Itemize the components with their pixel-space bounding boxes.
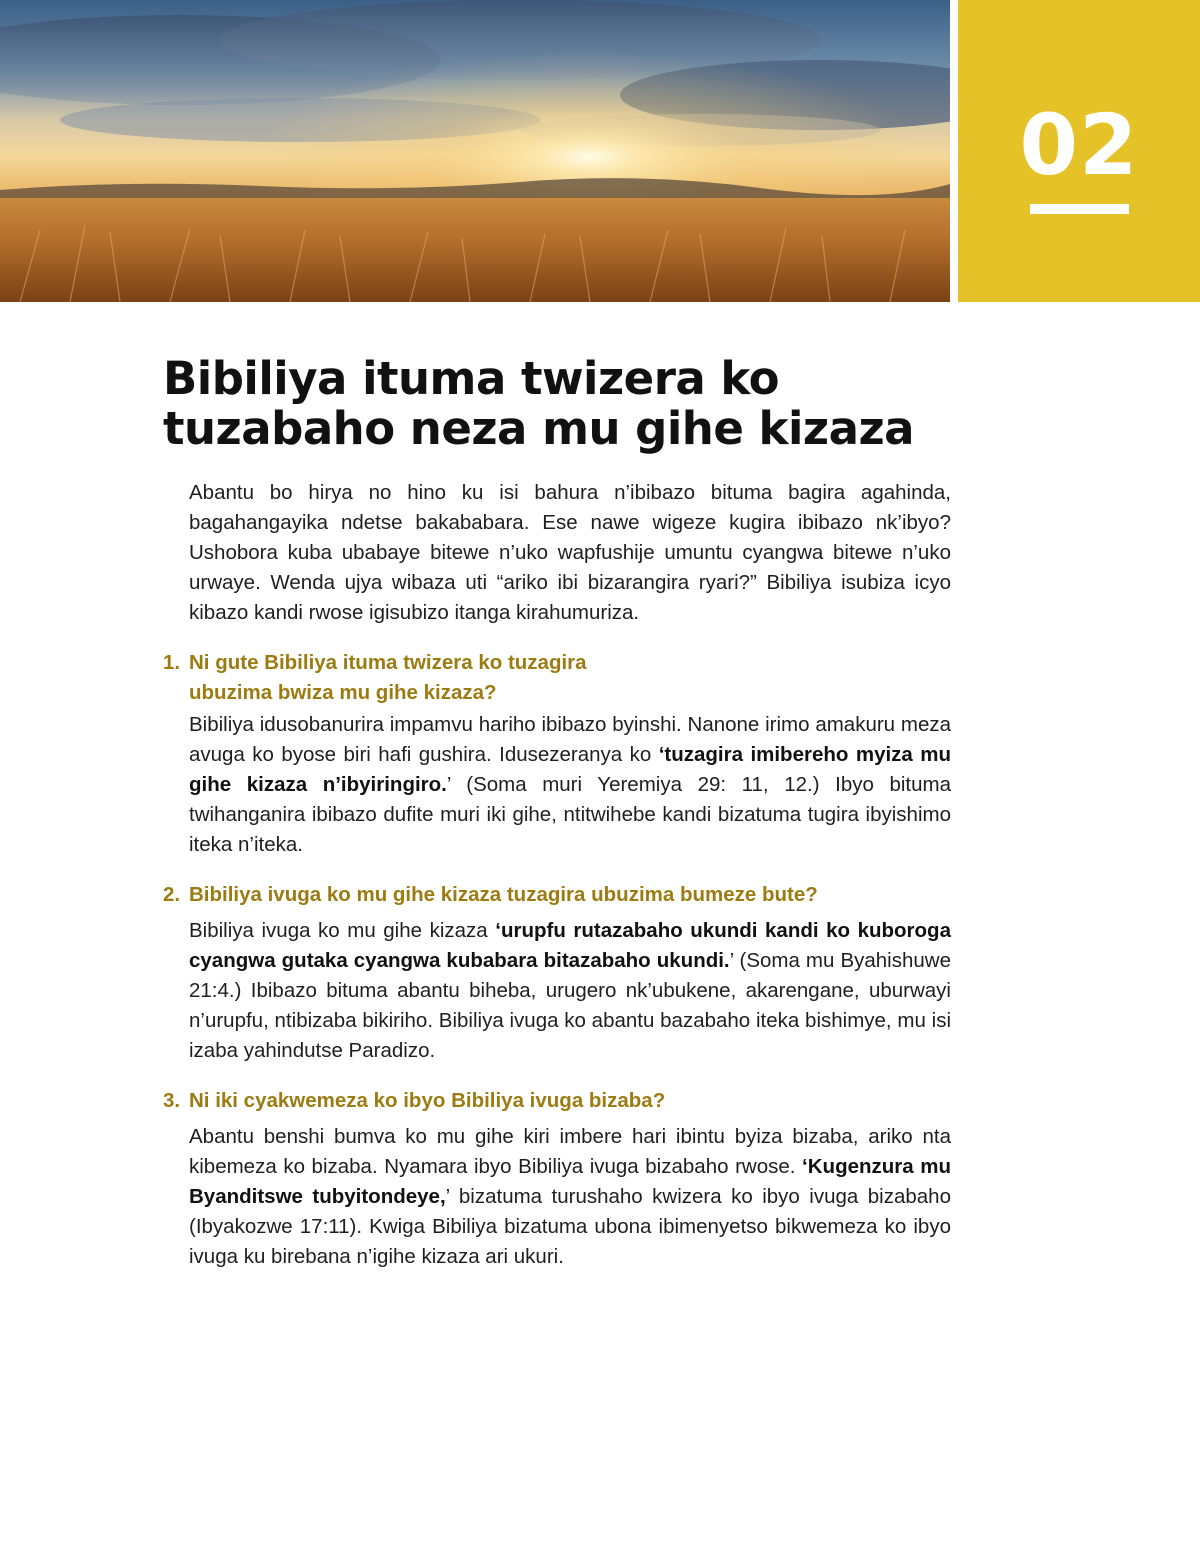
- question-text: Ni gute Bibiliya ituma twizera ko tuzagira: [189, 651, 587, 674]
- answer-text-continued: ’ bizatuma turushaho kwizera ko ibyo ivuga bizabaho (Ibyakozwe 17:11). Kwiga Bibiliya bizatuma ubona ibimenyetso bikwemeza ko ibyo ivuga ku birebana n’igihe kizaza ari ukuri.: [189, 1185, 951, 1268]
- answer-emphasis: ‘tuzagira imibereho myiza mu gihe kizaza n’ibyiringiro.: [189, 743, 951, 796]
- answer-emphasis: ‘urupfu rutazabaho ukundi kandi ko kuboroga cyangwa gutaka cyangwa kubabara bitazabaho ukundi.: [189, 919, 951, 972]
- intro-paragraph: Abantu bo hirya no hino ku isi bahura n’ibibazo bituma bagira agahinda, bagahangayika ndetse bakababara. Ese nawe wigeze kugira ibibazo nk’ibyo? Ushobora kuba ubabaye bitewe n’uko wapfushije umuntu cyangwa bitewe n’uko urwaye. Wenda ujya wibaza uti “ariko ibi bizarangira ryari?” Bibiliya isubiza icyo kibazo kandi rwose igisubizo itanga kirahumuriza.: [189, 481, 951, 624]
- badge-underline: [1030, 204, 1129, 214]
- title-line-1: Bibiliya ituma twizera ko: [163, 352, 780, 405]
- question-text-continued: ubuzima bwiza mu gihe kizaza?: [189, 681, 497, 704]
- title-line-2: tuzabaho neza mu gihe kizaza: [163, 402, 914, 455]
- question-number: 1.: [163, 651, 181, 674]
- question-2: [163, 880, 963, 910]
- answer-emphasis: ‘Kugenzura mu Byanditswe tubyitondeye,: [189, 1155, 951, 1208]
- question-text: Ni iki cyakwemeza ko ibyo Bibiliya ivuga bizaba?: [189, 1089, 666, 1112]
- answer-text-continued: ’ (Soma mu Byahishuwe 21:4.) Ibibazo bituma abantu biheba, urugero nk’ubukene, akarengane, uburwayi n’urupfu, ntibizaba bikiriho. Bibiliya ivuga ko abantu bazabaho iteka bishimye, mu isi izaba yahindutse Paradizo.: [189, 949, 951, 1062]
- page-title: [163, 354, 963, 454]
- answer-1: [189, 710, 951, 860]
- question-1: [163, 648, 963, 708]
- answer-text: Bibiliya idusobanurira impamvu hariho ibibazo byinshi. Nanone irimo amakuru meza avuga ko byose biri hafi gushira. Idusezeranya ko: [189, 713, 951, 766]
- question-3: [163, 1086, 963, 1116]
- hero-image-wheat-field-sunset: [0, 0, 950, 302]
- lesson-number: 02: [1019, 96, 1139, 194]
- answer-3: [189, 1122, 951, 1272]
- question-number: 3.: [163, 1089, 181, 1112]
- question-number: 2.: [163, 883, 181, 906]
- question-text: Bibiliya ivuga ko mu gihe kizaza tuzagira ubuzima bumeze bute?: [189, 883, 818, 906]
- answer-text-continued: ’ (Soma muri Yeremiya 29: 11, 12.) Ibyo bituma twihanganira ibibazo dufite muri iki gihe, ntitwihebe kandi bizatuma tugira ibyishimo iteka n’iteka.: [189, 773, 951, 856]
- answer-2: [189, 916, 951, 1066]
- lesson-number-badge: [958, 0, 1200, 302]
- answer-text: Abantu benshi bumva ko mu gihe kiri imbere hari ibintu byiza bizaba, ariko nta kibemeza ko bizaba. Nyamara ibyo Bibiliya ivuga bizabaho rwose.: [189, 1125, 951, 1178]
- answer-text: Bibiliya ivuga ko mu gihe kizaza: [189, 919, 496, 942]
